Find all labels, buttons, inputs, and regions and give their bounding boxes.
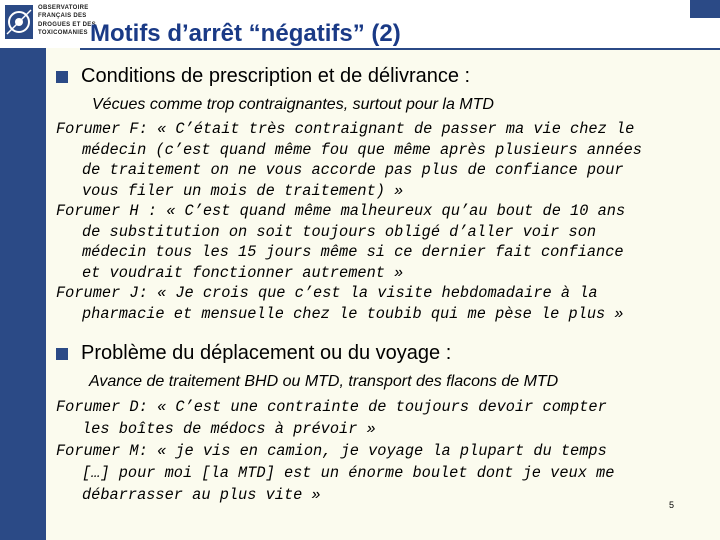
logo-text	[38, 4, 96, 37]
quote-line: Forumer M: « je vis en camion, je voyage la plupart du temps	[56, 442, 607, 460]
subhead-conditions: Vécues comme trop contraignantes, surtout pour la MTD	[92, 96, 494, 113]
quote-line: […] pour moi [la MTD] est un énorme boulet dont je veux me	[82, 464, 615, 482]
subhead-travel: Avance de traitement BHD ou MTD, transport des flacons de MTD	[89, 373, 559, 390]
quote-block-1	[56, 119, 716, 324]
quote-line: et voudrait fonctionner autrement »	[82, 263, 404, 282]
logo-line: OBSERVATOIRE	[38, 5, 89, 11]
square-bullet-icon	[56, 71, 68, 83]
quote-line: pharmacie et mensuelle chez le toubib qui me pèse le plus »	[82, 304, 624, 323]
logo-line: TOXICOMANIES	[38, 29, 88, 36]
quote-line: médecin (c’est quand même fou que même après plusieurs années	[82, 140, 642, 159]
bullet-text: Problème du déplacement ou du voyage :	[81, 342, 452, 364]
header-divider	[80, 48, 720, 50]
quote-line: vous filer un mois de traitement) »	[82, 181, 404, 200]
bullet-travel	[56, 342, 451, 365]
side-bar	[0, 48, 46, 540]
quote-line: Forumer J: « Je crois que c’est la visite hebdomadaire à la	[56, 284, 598, 302]
corner-accent	[690, 0, 720, 18]
bullet-text: Conditions de prescription et de délivrance :	[81, 65, 471, 87]
bullet-conditions	[56, 65, 470, 88]
quote-line: les boîtes de médocs à prévoir »	[82, 420, 376, 438]
quote-line: de substitution on soit toujours obligé d’aller voir son	[82, 222, 597, 241]
square-bullet-icon	[56, 348, 68, 360]
quote-line: Forumer F: « C’était très contraignant de passer ma vie chez le	[56, 120, 635, 138]
slide-title: Motifs d’arrêt “négatifs” (2)	[90, 20, 401, 47]
quote-line: Forumer D: « C’est une contrainte de toujours devoir compter	[56, 398, 607, 416]
ofdt-logo-icon	[4, 4, 34, 40]
page-number: 5	[669, 500, 675, 510]
quote-line: Forumer H : « C’est quand même malheureux qu’au bout de 10 ans	[56, 202, 626, 220]
quote-block-2	[56, 396, 716, 506]
quote-line: médecin tous les 15 jours même si ce dernier fait confiance	[82, 243, 624, 261]
logo-line: DROGUES ET DES	[38, 21, 96, 28]
quote-line: débarrasser au plus vite »	[82, 486, 321, 504]
quote-line: de traitement on ne vous accorde pas plus de confiance pour	[82, 161, 624, 179]
logo-line: FRANÇAIS DES	[38, 13, 87, 20]
